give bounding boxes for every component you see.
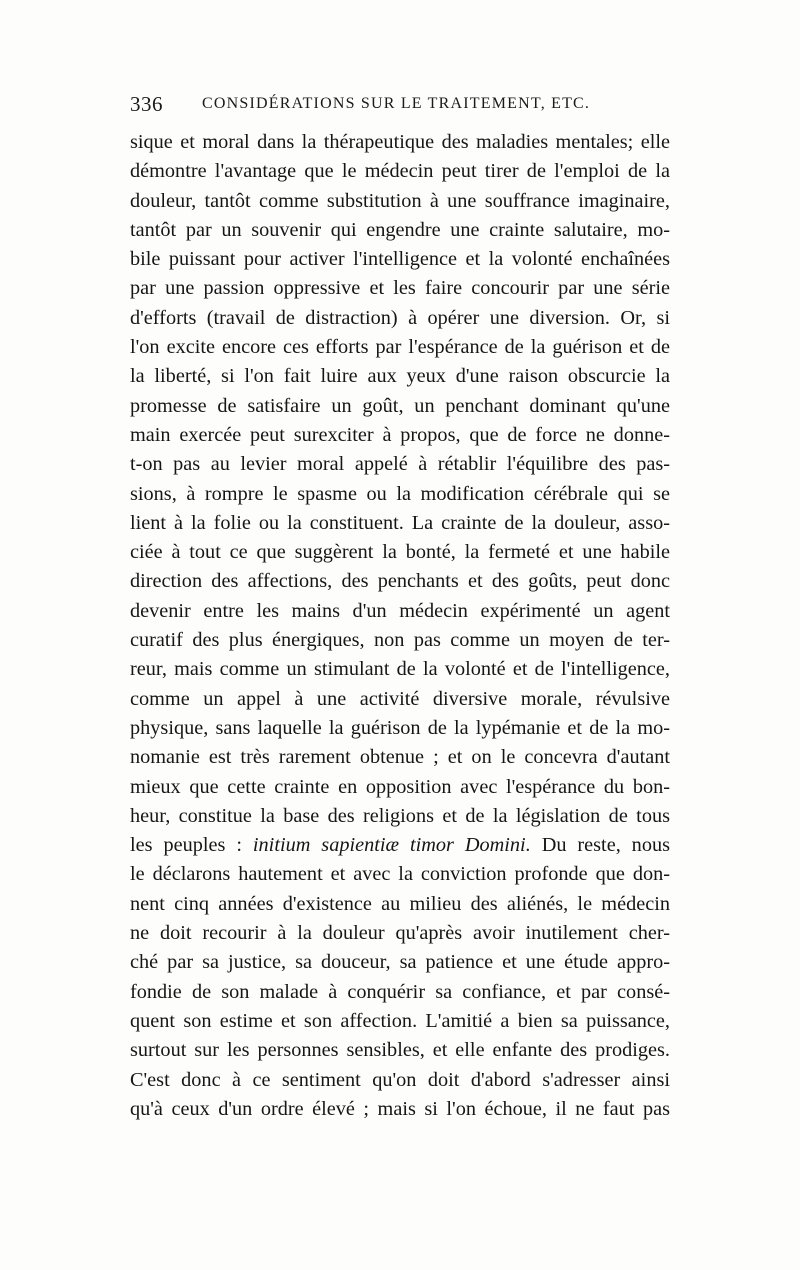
text-line: comme un appel à une activité diversive morale, révulsive <box>130 687 670 710</box>
text-fragment: les peuples : <box>130 834 253 857</box>
text-fragment: Du reste, nous <box>530 834 671 857</box>
text-line: ciée à tout ce que suggèrent la bonté, la fermeté et une habile <box>130 541 670 564</box>
text-line: ne doit recourir à la douleur qu'après avoir inutilement cher- <box>130 922 670 945</box>
text-line: l'on excite encore ces efforts par l'espérance de la guérison et de <box>130 336 670 359</box>
text-line: démontre l'avantage que le médecin peut tirer de l'emploi de la <box>130 160 670 183</box>
text-line: devenir entre les mains d'un médecin expérimenté un agent <box>130 599 670 622</box>
text-line: main exercée peut surexciter à propos, que de force ne donne- <box>130 423 670 446</box>
text-line: surtout sur les personnes sensibles, et elle enfante des prodiges. <box>130 1039 670 1062</box>
text-line: qu'à ceux d'un ordre élevé ; mais si l'on échoue, il ne faut pas <box>130 1097 670 1120</box>
text-line: douleur, tantôt comme substitution à une souffrance imaginaire, <box>130 189 670 212</box>
text-line: la liberté, si l'on fait luire aux yeux d'une raison obscurcie la <box>130 365 670 388</box>
text-line: le déclarons hautement et avec la conviction profonde que don- <box>130 863 670 886</box>
text-line: bile puissant pour activer l'intelligence et la volonté enchaînées <box>130 248 670 271</box>
text-line: quent son estime et son affection. L'amitié a bien sa puissance, <box>130 1009 670 1032</box>
text-line: curatif des plus énergiques, non pas comme un moyen de ter- <box>130 629 670 652</box>
text-line: direction des affections, des penchants et des goûts, peut donc <box>130 570 670 593</box>
text-line: heur, constitue la base des religions et de la législation de tous <box>130 804 670 827</box>
running-title: CONSIDÉRATIONS SUR LE TRAITEMENT, ETC. <box>202 95 591 112</box>
text-line: fondie de son malade à conquérir sa confiance, et par consé- <box>130 980 670 1003</box>
text-line: t-on pas au levier moral appelé à rétablir l'équilibre des pas- <box>130 453 670 476</box>
text-line: ché par sa justice, sa douceur, sa patience et une étude appro- <box>130 951 670 974</box>
text-line: d'efforts (travail de distraction) à opérer une diversion. Or, si <box>130 306 670 329</box>
page-header <box>130 92 670 122</box>
text-line: promesse de satisfaire un goût, un penchant dominant qu'une <box>130 394 670 417</box>
latin-quotation: initium sapientiæ timor Domini. <box>252 834 531 857</box>
page-number: 336 <box>130 92 163 116</box>
text-line: nent cinq années d'existence au milieu des aliénés, le médecin <box>130 892 670 915</box>
text-line: sique et moral dans la thérapeutique des maladies mentales; elle <box>130 131 670 153</box>
body-text <box>130 128 670 1124</box>
text-line: C'est donc à ce sentiment qu'on doit d'abord s'adresser ainsi <box>130 1068 670 1091</box>
text-line: tantôt par un souvenir qui engendre une crainte salutaire, mo- <box>130 218 670 241</box>
text-line-with-quotation <box>130 831 670 860</box>
text-line: mieux que cette crainte en opposition avec l'espérance du bon- <box>130 775 670 798</box>
text-line: lient à la folie ou la constituent. La crainte de la douleur, asso- <box>130 511 670 534</box>
text-line: sions, à rompre le spasme ou la modification cérébrale qui se <box>130 482 670 505</box>
text-line: par une passion oppressive et les faire concourir par une série <box>130 277 670 300</box>
text-line: physique, sans laquelle la guérison de la lypémanie et de la mo- <box>130 716 670 739</box>
text-line: nomanie est très rarement obtenue ; et on le concevra d'autant <box>130 746 670 769</box>
text-line: reur, mais comme un stimulant de la volonté et de l'intelligence, <box>130 658 670 681</box>
